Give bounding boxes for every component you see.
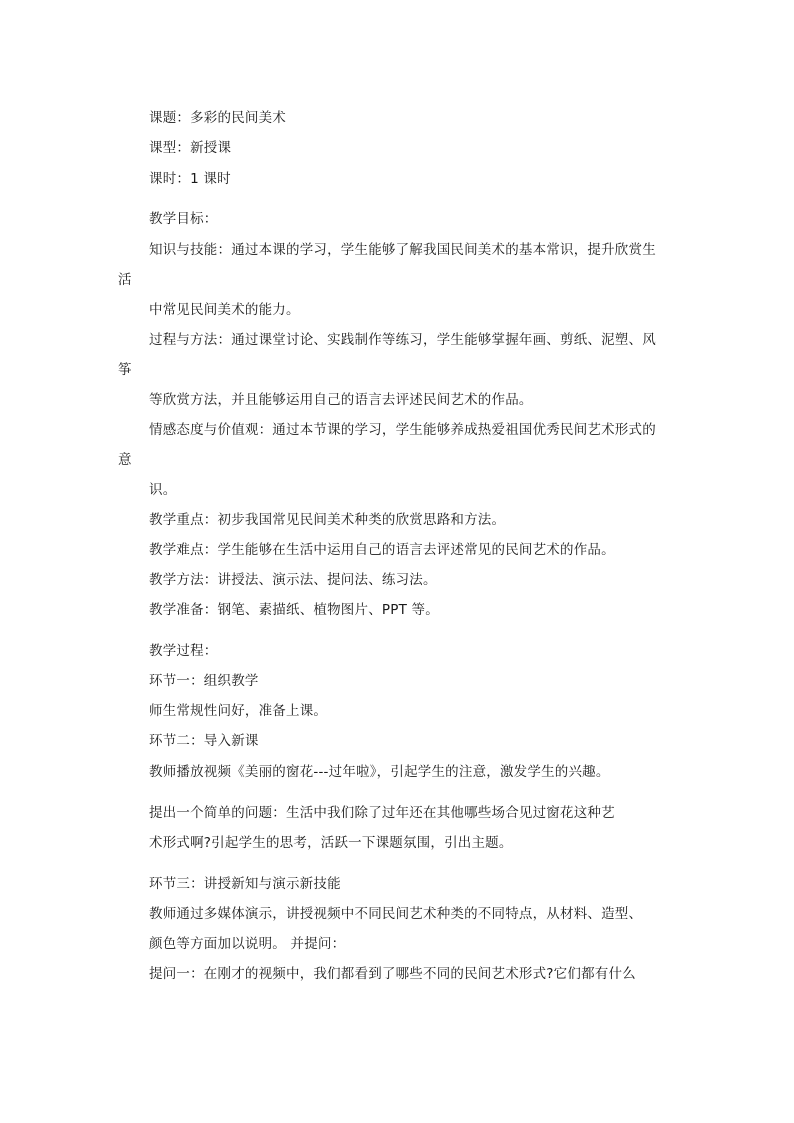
lesson-type: 课型：新授课 (149, 140, 232, 156)
teaching-methods: 教学方法：讲授法、演示法、提问法、练习法。 (149, 572, 437, 588)
step-two-question-cont: 术形式啊?引起学生的思考，活跃一下课题氛围，引出主题。 (149, 835, 513, 851)
goal-process-wrap: 筝 (118, 362, 132, 378)
goal-emotion-line: 情感态度与价值观：通过本节课的学习，学生能够养成热爱祖国优秀民间艺术形式的 (149, 422, 656, 438)
lesson-title: 课题：多彩的民间美术 (149, 110, 286, 126)
step-one-heading: 环节一：组织教学 (149, 673, 259, 689)
step-two-question: 提出一个简单的问题：生活中我们除了过年还在其他哪些场合见过窗花这种艺 (149, 805, 615, 821)
step-three-heading: 环节三：讲授新知与演示新技能 (149, 876, 341, 892)
step-two-heading: 环节二：导入新课 (149, 733, 259, 749)
goal-process-cont: 等欣赏方法，并且能够运用自己的语言去评述民间艺术的作品。 (149, 392, 533, 408)
teaching-goals-heading: 教学目标： (149, 211, 218, 227)
goal-knowledge-line: 知识与技能：通过本课的学习，学生能够了解我国民间美术的基本常识，提升欣赏生 (149, 242, 656, 258)
teaching-difficulty: 教学难点：学生能够在生活中运用自己的语言去评述常见的民间艺术的作品。 (149, 542, 615, 558)
step-three-text-cont: 颜色等方面加以说明。 并提问： (149, 936, 346, 952)
step-three-text: 教师通过多媒体演示，讲授视频中不同民间艺术种类的不同特点，从材料、造型、 (149, 906, 643, 922)
goal-knowledge-cont: 中常见民间美术的能力。 (149, 302, 300, 318)
step-three-question-one: 提问一：在刚才的视频中，我们都看到了哪些不同的民间艺术形式?它们都有什么 (149, 966, 636, 982)
teaching-key-point: 教学重点：初步我国常见民间美术种类的欣赏思路和方法。 (149, 512, 506, 528)
teaching-process-heading: 教学过程： (149, 643, 218, 659)
goal-knowledge-wrap: 活 (118, 272, 132, 288)
step-two-text: 教师播放视频《美丽的窗花---过年啦》，引起学生的注意，激发学生的兴趣。 (149, 764, 610, 780)
teaching-preparation: 教学准备：钢笔、素描纸、植物图片、PPT 等。 (149, 602, 439, 618)
lesson-duration: 课时：1 课时 (149, 171, 231, 187)
goal-process-line: 过程与方法：通过课堂讨论、实践制作等练习，学生能够掌握年画、剪纸、泥塑、风 (149, 332, 656, 348)
step-one-text: 师生常规性问好，准备上课。 (149, 703, 328, 719)
goal-emotion-cont: 识。 (149, 482, 177, 498)
goal-emotion-wrap: 意 (118, 452, 132, 468)
